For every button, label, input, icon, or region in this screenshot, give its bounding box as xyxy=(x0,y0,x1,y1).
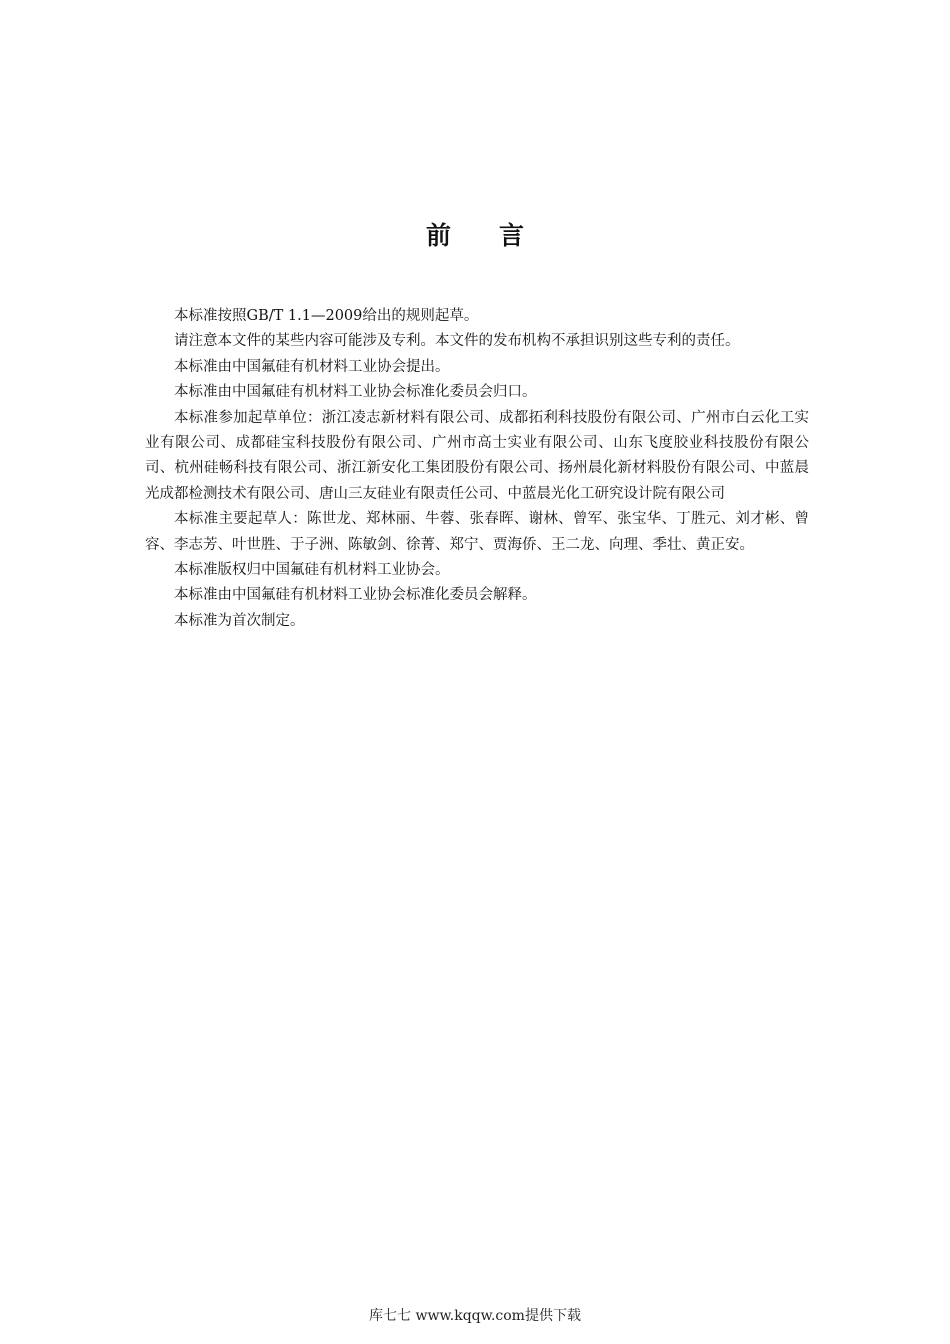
page-title: 前言 xyxy=(425,221,572,250)
paragraph-interpretation: 本标准由中国氟硅有机材料工业协会标准化委员会解释。 xyxy=(174,587,537,604)
paragraph-proposer: 本标准由中国氟硅有机材料工业协会提出。 xyxy=(174,358,450,375)
paragraph-first-edition: 本标准为首次制定。 xyxy=(174,612,305,629)
paragraph-main-drafters: 本标准主要起草人：陈世龙、郑林丽、牛蓉、张春晖、谢林、曾军、张宝华、丁胜元、刘才彬、曾容、李志芳、叶世胜、于子洲、陈敏剑、徐菁、郑宁、贾海侨、王二龙、向理、季壮、黄正安。 xyxy=(145,511,809,553)
paragraph-drafting-rules: 本标准按照GB/T 1.1—2009给出的规则起草。 xyxy=(174,308,479,324)
foreword-body xyxy=(145,304,809,634)
paragraph-copyright: 本标准版权归中国氟硅有机材料工业协会。 xyxy=(174,562,450,579)
paragraph-centralized-by: 本标准由中国氟硅有机材料工业协会标准化委员会归口。 xyxy=(174,384,537,401)
paragraph-patent-notice: 请注意本文件的某些内容可能涉及专利。本文件的发布机构不承担识别这些专利的责任。 xyxy=(174,333,740,350)
download-footer: 库七七 www.kqqw.com提供下载 xyxy=(369,1308,581,1324)
paragraph-drafting-units: 本标准参加起草单位：浙江凌志新材料有限公司、成都拓利科技股份有限公司、广州市白云化工实业有限公司、成都硅宝科技股份有限公司、广州市高士实业有限公司、山东飞度胶业科技股份有限公司、杭州硅畅科技有限公司、浙江新安化工集团股份有限公司、扬州晨化新材料股份有限公司、中蓝晨光成都检测技术有限公司、唐山三友硅业有限责任公司、中蓝晨光化工研究设计院有限公司 xyxy=(145,409,809,502)
